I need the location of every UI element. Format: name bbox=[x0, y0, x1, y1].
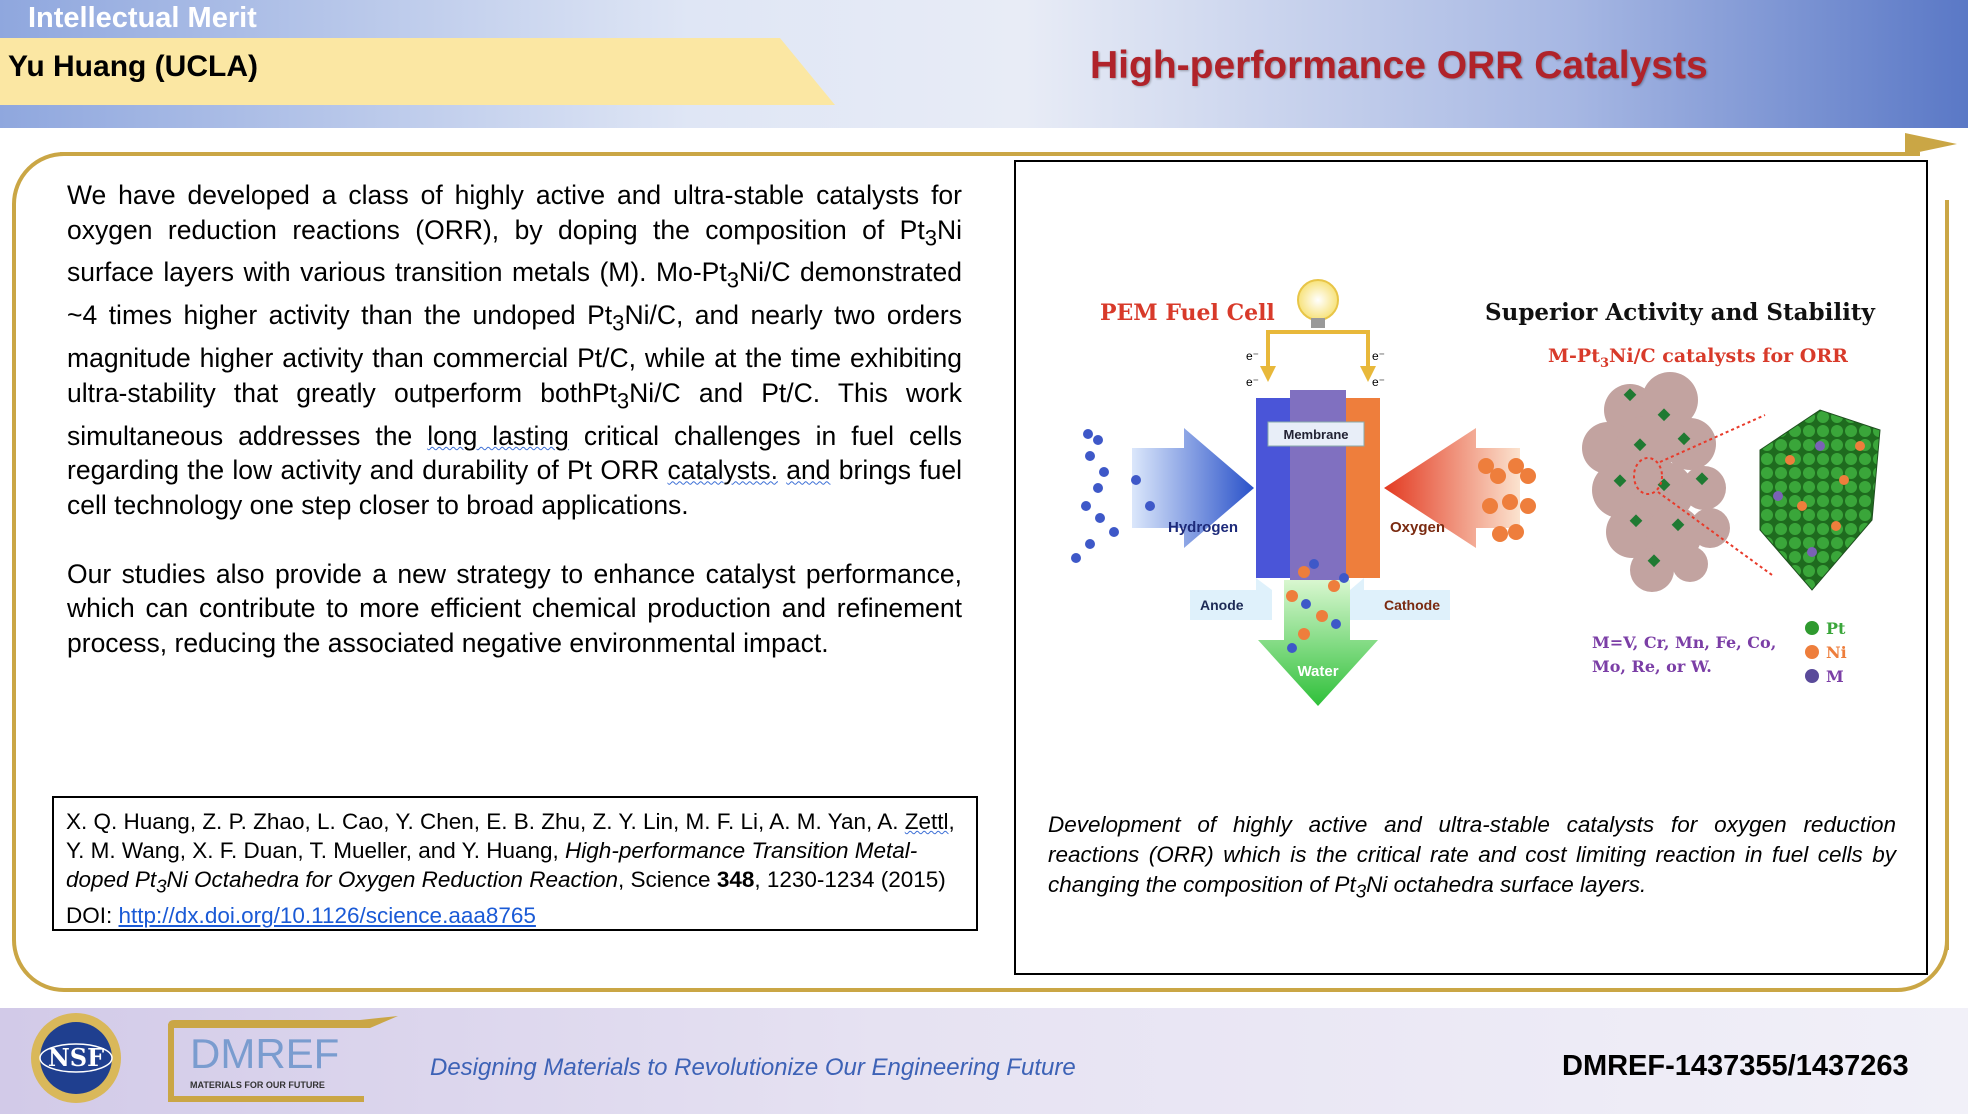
legend-pt-dot bbox=[1805, 621, 1819, 635]
legend-pt: Pt bbox=[1826, 619, 1846, 638]
reference-box: X. Q. Huang, Z. P. Zhao, L. Cao, Y. Chen, E. B. Zhu, Z. Y. Lin, M. F. Li, A. M. Yan, A. Zettl, Y. M. Wang, X. F. Duan, T. Mueller, and Y. Huang, High-performance Transition Metal-doped $Pt_3Ni$ Octahedra for Oxygen Reduction Reaction, Science 348, 1230-1234 (2015) DOI: http://dx.doi.org/10.1126/science.aaa8765 bbox=[52, 796, 978, 931]
and-text: and bbox=[786, 455, 831, 486]
membrane bbox=[1290, 390, 1346, 586]
catalyst-label: $M-Pt_3Ni/C$ catalysts for ORR bbox=[1548, 345, 1848, 371]
metals-line-1: M=V, Cr, Mn, Fe, Co, bbox=[1592, 633, 1777, 652]
dmref-logo bbox=[162, 1014, 398, 1104]
body-text bbox=[67, 178, 962, 694]
svg-text:MATERIALS FOR OUR FUTURE: MATERIALS FOR OUR FUTURE bbox=[190, 1080, 325, 1090]
light-bulb-icon bbox=[1298, 280, 1338, 320]
section-label: Intellectual Merit bbox=[28, 2, 257, 34]
frame-right-line bbox=[1945, 200, 1949, 950]
membrane-label: Membrane bbox=[1283, 427, 1349, 442]
water-label: Water bbox=[1297, 663, 1339, 680]
fuel-cell-figure bbox=[1060, 270, 1900, 720]
svg-text:e⁻: e⁻ bbox=[1372, 349, 1386, 363]
catalysts-text: catalysts. bbox=[667, 455, 778, 486]
doi-link[interactable]: http://dx.doi.org/10.1126/science.aaa8765 bbox=[118, 902, 536, 928]
svg-text:NSF: NSF bbox=[47, 1043, 105, 1072]
oxygen-label: Oxygen bbox=[1390, 519, 1446, 536]
nsf-logo bbox=[30, 1012, 122, 1104]
paragraph-1: We have developed a class of highly active and ultra-stable catalysts for oxygen reduction reactions (ORR), by doping the composition of $Pt_3Ni$ surface layers with various transition metals (M). $Mo-Pt_3Ni/C$ demonstrated ~4 times higher activity than the undoped $Pt_3Ni/C$, and nearly two orders magnitude higher activity than commercial Pt/C, while at the time exhibiting ultra-stability that greatly outperform bothPt$_3$Ni/C and Pt/C. This work simultaneous addresses the long lasting critical challenges in fuel cells regarding the low activity and durability of Pt ORR catalysts. and brings fuel cell technology one step closer to broad applications. bbox=[67, 180, 962, 520]
legend-ni-dot bbox=[1805, 645, 1819, 659]
hydrogen-label: Hydrogen bbox=[1168, 519, 1239, 536]
pem-title: PEM Fuel Cell bbox=[1100, 300, 1275, 326]
footer-tagline: Designing Materials to Revolutionize Our Engineering Future bbox=[430, 1054, 1076, 1081]
svg-text:e⁻: e⁻ bbox=[1246, 349, 1260, 363]
pi-name: Yu Huang (UCLA) bbox=[8, 50, 258, 83]
long-lasting-text: long lasting bbox=[427, 420, 569, 451]
cathode-label: Cathode bbox=[1384, 597, 1440, 613]
slide-title: High-performance ORR Catalysts bbox=[1090, 44, 1708, 87]
svg-text:DMREF: DMREF bbox=[190, 1030, 340, 1077]
metals-line-2: Mo, Re, or W. bbox=[1592, 657, 1712, 676]
figure-caption: Development of highly active and ultra-stable catalysts for oxygen reduction reactions (ORR) which is the critical rate and cost limiting reaction in fuel cells by changing the composition of $Pt_3Ni$ octahedra surface layers. bbox=[1048, 812, 1896, 902]
superior-title: Superior Activity and Stability bbox=[1485, 299, 1875, 326]
award-number: DMREF-1437355/1437263 bbox=[1562, 1050, 1909, 1082]
paragraph-2: Our studies also provide a new strategy to enhance catalyst performance, which can contribute to more efficient chemical production and refinement process, reducing the associated negative environmental impact. bbox=[67, 558, 962, 658]
frame-top-line bbox=[60, 152, 1920, 156]
svg-text:e⁻: e⁻ bbox=[1372, 375, 1386, 389]
legend-m-dot bbox=[1805, 669, 1819, 683]
svg-text:e⁻: e⁻ bbox=[1246, 375, 1260, 389]
anode-label: Anode bbox=[1200, 597, 1244, 613]
legend-ni: Ni bbox=[1826, 643, 1847, 662]
frame-arrow-icon bbox=[1905, 133, 1957, 155]
legend-m: M bbox=[1826, 667, 1844, 686]
